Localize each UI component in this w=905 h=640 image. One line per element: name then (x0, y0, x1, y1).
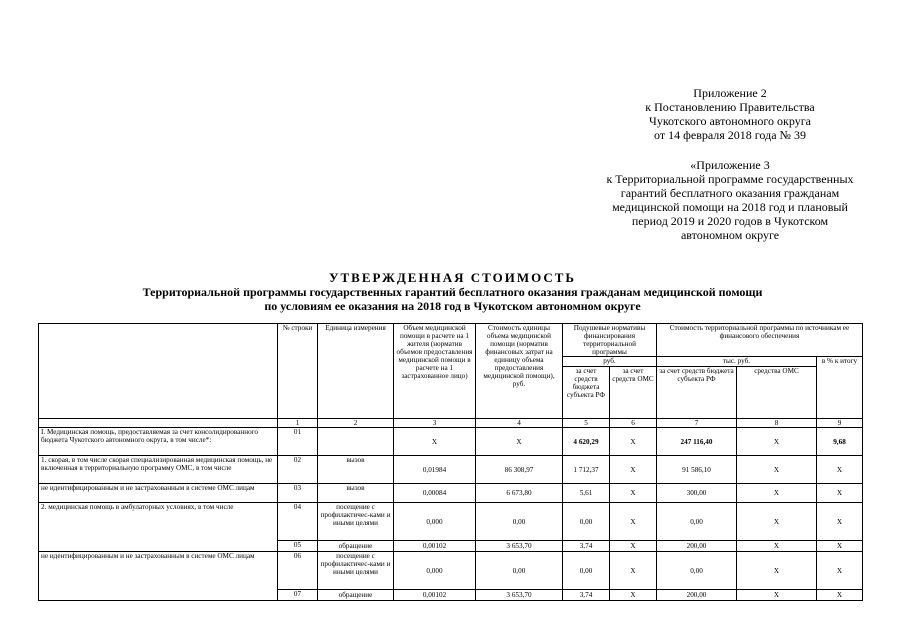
document-title (0, 270, 905, 313)
row-no: 05 (278, 541, 318, 552)
row-percent: X (817, 503, 863, 541)
row-oms: X (610, 541, 657, 552)
row-total-budget: 200,00 (657, 590, 737, 601)
appendix-2-header (600, 86, 860, 142)
row-volume: 0,000 (394, 552, 476, 590)
column-number: 2 (318, 419, 394, 428)
appendix-3-line: гарантий бесплатного оказания гражданам (620, 186, 840, 200)
row-total-oms: X (737, 552, 817, 590)
row-no: 01 (278, 428, 318, 456)
row-cost: 3 653,70 (476, 590, 563, 601)
row-no: 07 (278, 590, 318, 601)
header-percent: в % к итогу (817, 357, 863, 419)
row-budget: 1 712,37 (563, 456, 610, 484)
row-percent: X (817, 456, 863, 484)
row-oms: X (610, 484, 657, 503)
header-budget-rf: за счет средств бюджета субъекта РФ (563, 367, 610, 419)
column-number: 9 (817, 419, 863, 428)
row-volume: 0,000 (394, 503, 476, 541)
row-cost: 86 308,97 (476, 456, 563, 484)
row-total-budget: 91 586,10 (657, 456, 737, 484)
row-cost: 0,00 (476, 552, 563, 590)
row-name: 2. медицинская помощь в амбулаторных условиях, в том числе (39, 503, 278, 552)
row-percent: X (817, 541, 863, 552)
row-total-oms: X (737, 456, 817, 484)
cost-table (38, 323, 863, 601)
table-row (39, 456, 863, 484)
table-row (39, 503, 863, 541)
row-percent: X (817, 552, 863, 590)
row-cost: 6 673,80 (476, 484, 563, 503)
column-number: 8 (737, 419, 817, 428)
row-budget: 0,00 (563, 552, 610, 590)
row-total-budget: 0,00 (657, 552, 737, 590)
row-oms: X (610, 590, 657, 601)
row-budget: 3,74 (563, 541, 610, 552)
row-unit: посещение с профилактичес-ками и иными целями (318, 503, 394, 541)
column-number: 5 (563, 419, 610, 428)
row-cost: 3 653,70 (476, 541, 563, 552)
row-name: не идентифицированным и не застрахованным в системе ОМС лицам (39, 484, 278, 503)
row-name: не идентифицированным и не застрахованным в системе ОМС лицам (39, 552, 278, 601)
appendix-3-line: период 2019 и 2020 годов в Чукотском (631, 214, 829, 228)
row-total-oms: X (737, 484, 817, 503)
row-volume: 0,01984 (394, 456, 476, 484)
appendix-2-line: Чукотского автономного округа (649, 114, 811, 128)
row-oms: X (610, 552, 657, 590)
row-volume: 0,00102 (394, 590, 476, 601)
appendix-3-line: медицинской помощи на 2018 год и плановый (612, 200, 848, 214)
title-main: УТВЕРЖДЕННАЯ СТОИМОСТЬ (328, 270, 577, 285)
row-total-oms: X (737, 428, 817, 456)
row-total-budget: 300,00 (657, 484, 737, 503)
header-volume: Объем медицинской помощи в расчете на 1 жителя (норматив объемов предоставления медицинской помощи в расчете на 1 застрахованное лицо) (394, 324, 476, 419)
row-total-oms: X (737, 503, 817, 541)
row-total-budget: 200,00 (657, 541, 737, 552)
row-oms: X (610, 456, 657, 484)
table-row (39, 552, 863, 590)
appendix-2-line: Приложение 2 (693, 86, 767, 100)
row-volume: X (394, 428, 476, 456)
column-number: 4 (476, 419, 563, 428)
row-budget: 5,61 (563, 484, 610, 503)
table-row (39, 484, 863, 503)
row-volume: 0,00102 (394, 541, 476, 552)
table-row (39, 428, 863, 456)
header-rub: руб. (563, 357, 657, 367)
column-number: 3 (394, 419, 476, 428)
header-oms: за счет средств ОМС (610, 367, 657, 419)
header-oms-2: средства ОМС (737, 367, 817, 419)
header-budget-rf-2: за счет средств бюджета субъекта РФ (657, 367, 737, 419)
row-percent: 9,68 (817, 428, 863, 456)
row-name: 1. скорая, в том числе скорая специализированная медицинская помощь, не включенная в территориальную программу ОМС, в том числе (39, 456, 278, 484)
row-cost: X (476, 428, 563, 456)
header-norms: Подушевые нормативы финансирования территориальной программы (563, 324, 657, 357)
row-no: 03 (278, 484, 318, 503)
row-budget: 0,00 (563, 503, 610, 541)
header-thous-rub: тыс. руб. (657, 357, 817, 367)
header-total-cost: Стоимость территориальной программы по источникам ее финансового обеспечения (657, 324, 863, 357)
appendix-3-line: «Приложение 3 (690, 158, 770, 172)
row-name: I. Медицинская помощь, предоставляемая за счет консолидированного бюджета Чукотского автономного округа, в том числе*: (39, 428, 278, 456)
row-percent: X (817, 484, 863, 503)
row-no: 04 (278, 503, 318, 541)
row-no: 06 (278, 552, 318, 590)
header-unit: Единица измерения (318, 324, 394, 419)
row-oms: X (610, 503, 657, 541)
row-volume: 0,00084 (394, 484, 476, 503)
appendix-3-header (580, 158, 880, 242)
title-sub-1: Территориальной программы государственных гарантий бесплатного оказания гражданам медицинской помощи (142, 285, 763, 299)
header-cost: Стоимость единицы объема медицинской помощи (норматив финансовых затрат на единицу объема предоставления медицинской помощи), руб. (476, 324, 563, 419)
row-oms: X (610, 428, 657, 456)
row-budget: 3,74 (563, 590, 610, 601)
column-number: 1 (278, 419, 318, 428)
row-total-budget: 247 116,40 (657, 428, 737, 456)
appendix-2-line: от 14 февраля 2018 года № 39 (654, 128, 806, 142)
appendix-2-line: к Постановлению Правительства (645, 100, 815, 114)
title-sub-2: по условиям ее оказания на 2018 год в Чукотском автономном округе (264, 299, 641, 313)
column-number: 6 (610, 419, 657, 428)
header-empty (39, 324, 278, 419)
appendix-3-line: автономном округе (680, 228, 780, 242)
row-unit: обращение (318, 590, 394, 601)
appendix-3-line: к Территориальной программе государственных (606, 172, 854, 186)
row-percent: X (817, 590, 863, 601)
row-total-budget: 0,00 (657, 503, 737, 541)
row-unit: вызов (318, 456, 394, 484)
row-cost: 0,00 (476, 503, 563, 541)
row-unit: посещение с профилактичес-ками и иными целями (318, 552, 394, 590)
row-unit (318, 428, 394, 456)
column-number (39, 419, 278, 428)
column-number: 7 (657, 419, 737, 428)
row-budget: 4 620,29 (563, 428, 610, 456)
row-no: 02 (278, 456, 318, 484)
row-total-oms: X (737, 590, 817, 601)
header-row-no: № строки (278, 324, 318, 419)
row-unit: обращение (318, 541, 394, 552)
row-unit: вызов (318, 484, 394, 503)
row-total-oms: X (737, 541, 817, 552)
